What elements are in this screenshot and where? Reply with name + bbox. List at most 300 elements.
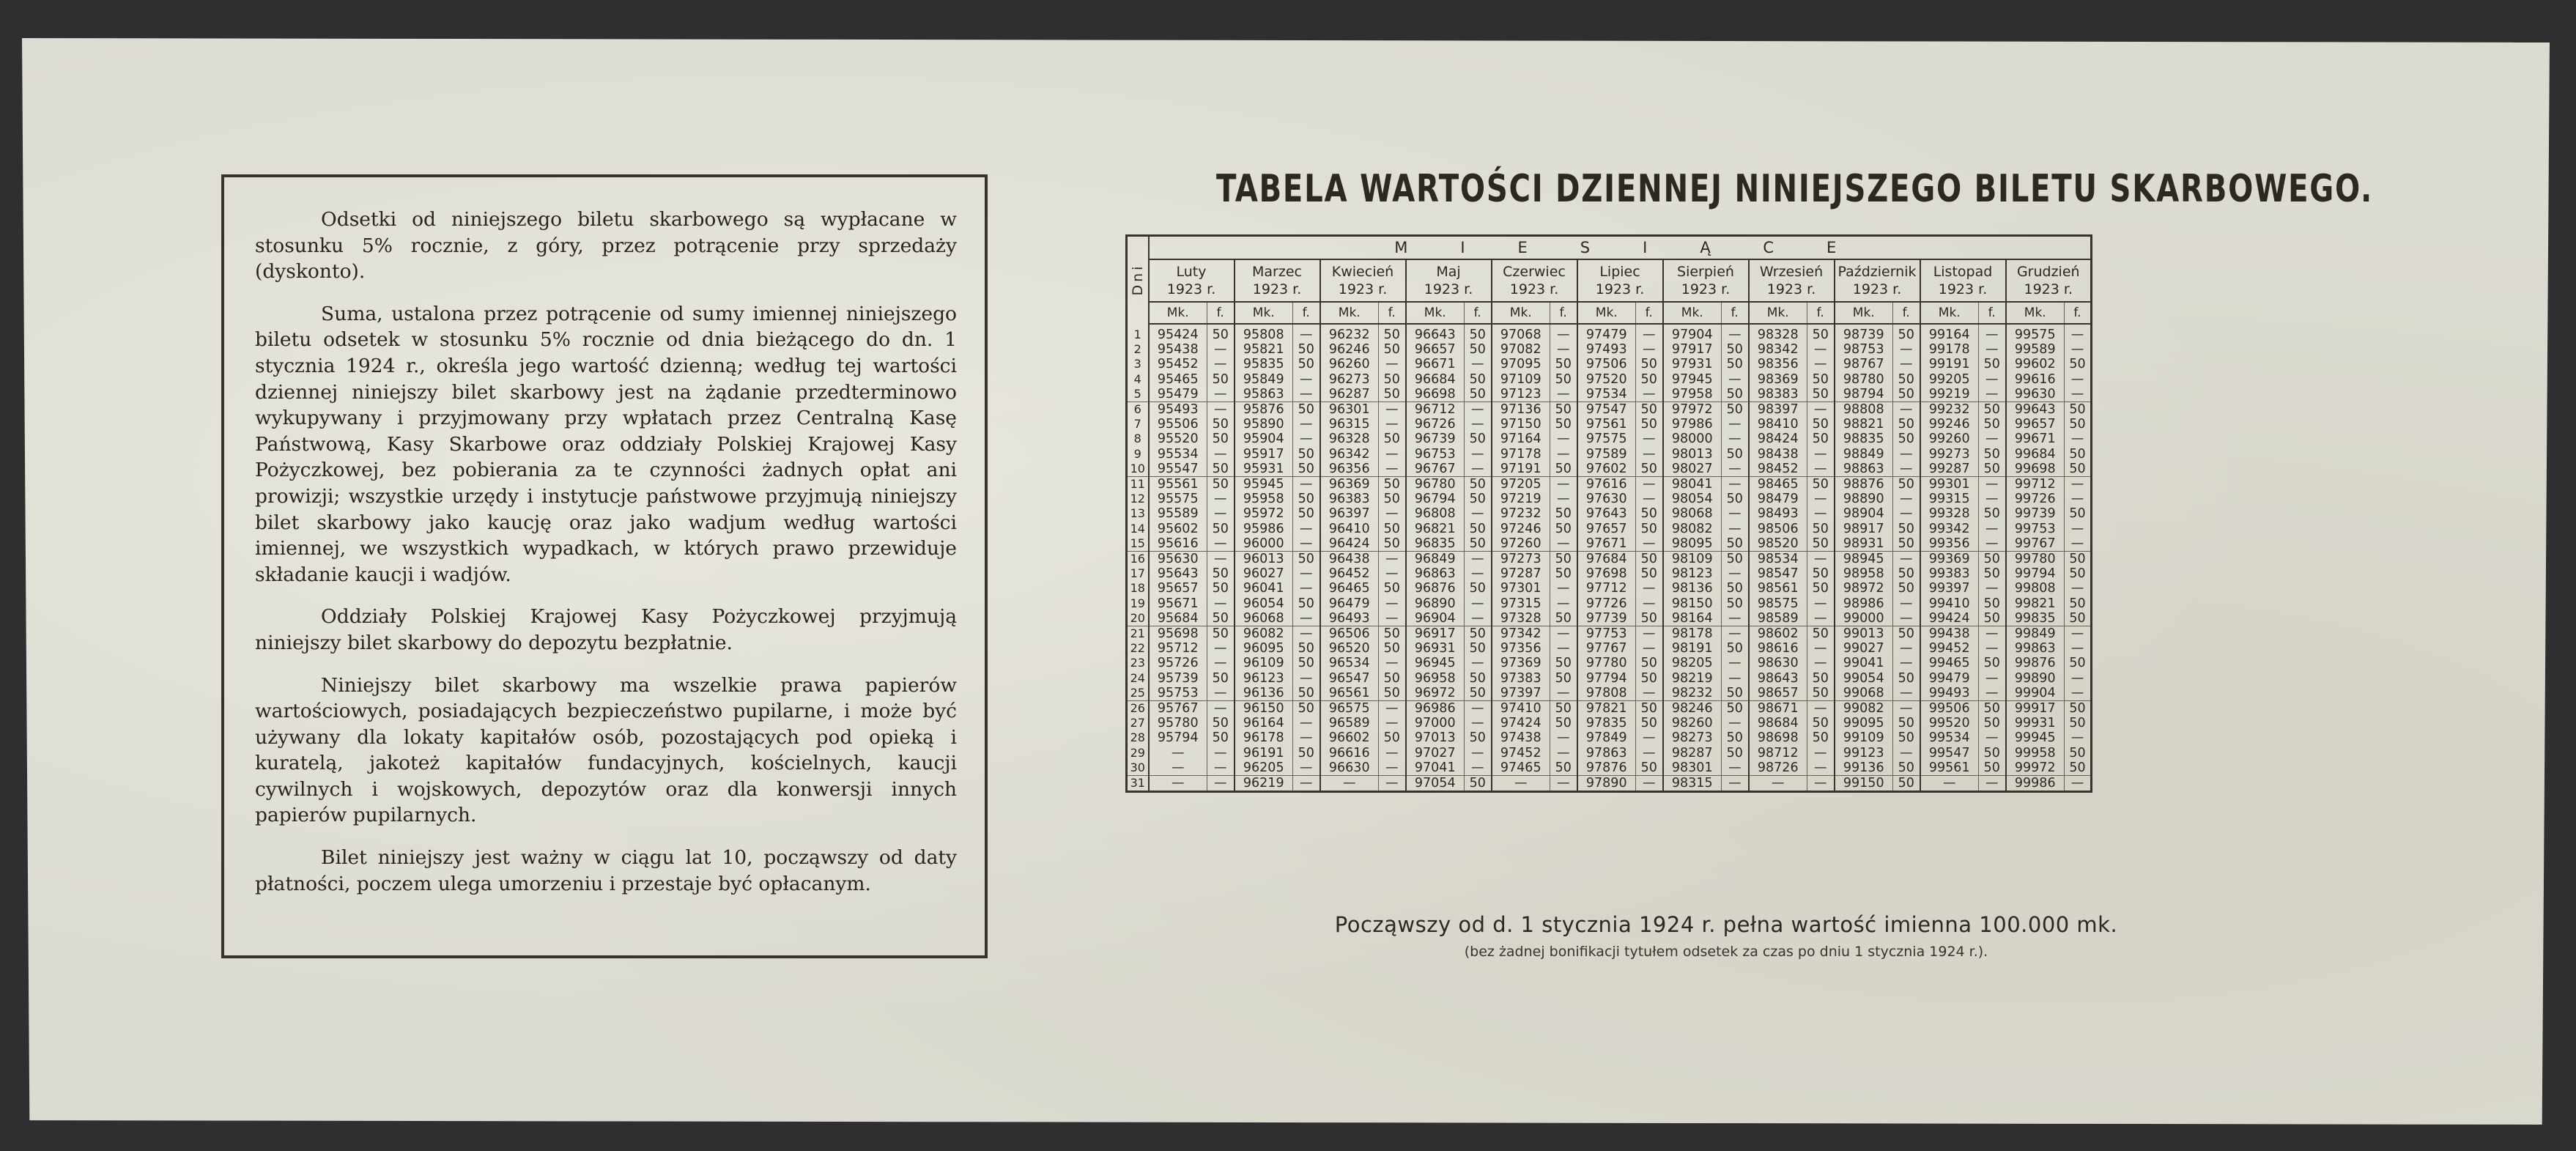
value-marks: 99835 xyxy=(2006,611,2065,626)
value-marks: 95575 xyxy=(1149,492,1207,506)
value-fenigs: — xyxy=(2065,776,2092,792)
day-number: 6 xyxy=(1127,402,1149,418)
table-row xyxy=(1127,402,2092,418)
value-marks: 99356 xyxy=(1920,536,1979,552)
value-fenigs: — xyxy=(1979,671,2006,686)
value-fenigs: — xyxy=(1293,671,1320,686)
table-row xyxy=(1127,656,2092,670)
value-marks: 97890 xyxy=(1577,776,1636,792)
value-marks: 97164 xyxy=(1492,432,1550,446)
value-fenigs: 50 xyxy=(1807,522,1835,536)
value-fenigs: 50 xyxy=(1379,324,1406,342)
value-fenigs: — xyxy=(1807,402,1835,418)
table-title: TABELA WARTOŚCI DZIENNEJ NINIEJSZEGO BILETU SKARBOWEGO. xyxy=(1216,167,2373,211)
full-value-note: Począwszy od d. 1 stycznia 1924 r. pełna wartość imienna 100.000 mk. xyxy=(1334,912,2118,937)
value-fenigs: — xyxy=(1379,462,1406,477)
value-marks: 96972 xyxy=(1406,686,1465,701)
value-marks: 99438 xyxy=(1920,626,1979,642)
terms-box xyxy=(221,174,988,958)
value-marks: 98534 xyxy=(1749,552,1807,567)
value-marks: 95506 xyxy=(1149,417,1207,432)
value-marks: 99904 xyxy=(2006,686,2065,701)
value-fenigs: — xyxy=(1465,716,1492,730)
value-fenigs: — xyxy=(1636,581,1663,596)
value-fenigs: — xyxy=(1465,402,1492,418)
months-header: MIESIĄCE xyxy=(1149,236,2092,260)
value-marks: 99479 xyxy=(1920,671,1979,686)
table-row xyxy=(1127,776,2092,792)
value-fenigs: 50 xyxy=(1293,552,1320,567)
value-fenigs: 50 xyxy=(1207,432,1235,446)
value-marks: 97328 xyxy=(1492,611,1550,626)
value-marks: 95493 xyxy=(1149,402,1207,418)
value-fenigs: — xyxy=(1893,462,1920,477)
value-fenigs: — xyxy=(1293,581,1320,596)
value-fenigs: — xyxy=(1893,746,1920,760)
value-marks: 97671 xyxy=(1577,536,1636,552)
value-marks: 95643 xyxy=(1149,566,1207,581)
value-fenigs: 50 xyxy=(1807,686,1835,701)
value-marks: 98342 xyxy=(1749,342,1807,357)
value-marks: 96082 xyxy=(1235,626,1293,642)
f-subheader: f. xyxy=(1550,302,1577,324)
value-marks: 96986 xyxy=(1406,701,1465,717)
value-fenigs: 50 xyxy=(1550,372,1577,387)
value-fenigs: 50 xyxy=(1807,417,1835,432)
value-fenigs: 50 xyxy=(1550,462,1577,477)
value-fenigs: — xyxy=(1636,641,1663,656)
value-fenigs: 50 xyxy=(1293,596,1320,611)
value-fenigs: — xyxy=(1207,701,1235,717)
month-name: Lipiec xyxy=(1599,264,1640,280)
value-marks: 99369 xyxy=(1920,552,1979,567)
value-marks: 97410 xyxy=(1492,701,1550,717)
month-year: 1923 r. xyxy=(2024,281,2073,297)
day-number: 15 xyxy=(1127,536,1149,552)
value-marks: 97821 xyxy=(1577,701,1636,717)
terms-paragraph: Suma, ustalona przez potrącenie od sumy imiennej niniejszego biletu odsetek w stosunku 5% rocznie od dnia bieżącego do dn. 1 stycznia 1924 r., określa jego wartość dzienną; według tej wartości dziennej niniejszy bilet skarbowy jest na żądanie przedterminowo wykupywany i przyjmowany przy wpłatach przez Centralną Kasę Państwową, Kasy Skarbowe oraz oddziały Polskiej Krajowej Kasy Pożyczkowej, bez pobierania za te czynności żadnych opłat ani prowizji; wszystkie urzędy i instytucje państwowe przyjmują niniejszy bilet skarbowy jako kaucję oraz jako wadjum według wartości imiennej, we wszystkich wypadkach, w których prawo przewiduje składanie kaucji i wadjów. xyxy=(255,302,957,586)
value-marks: 98232 xyxy=(1663,686,1722,701)
value-fenigs: 50 xyxy=(1722,730,1749,745)
value-marks: 98164 xyxy=(1663,611,1722,626)
value-fenigs: — xyxy=(1550,581,1577,596)
value-fenigs: 50 xyxy=(1379,626,1406,642)
value-marks: 96178 xyxy=(1235,730,1293,745)
value-marks: 96369 xyxy=(1320,477,1379,492)
value-marks: 99890 xyxy=(2006,671,2065,686)
value-fenigs: 50 xyxy=(1807,566,1835,581)
value-marks: 98506 xyxy=(1749,522,1807,536)
value-marks: 97917 xyxy=(1663,342,1722,357)
value-marks: — xyxy=(1492,776,1550,792)
value-marks: 96849 xyxy=(1406,552,1465,567)
value-marks: 98383 xyxy=(1749,387,1807,402)
value-marks: 95698 xyxy=(1149,626,1207,642)
value-fenigs: — xyxy=(1807,462,1835,477)
value-fenigs: 50 xyxy=(1893,432,1920,446)
value-marks: 99136 xyxy=(1835,760,1893,776)
value-fenigs: — xyxy=(1979,730,2006,745)
value-fenigs: 50 xyxy=(1722,581,1749,596)
value-fenigs: 50 xyxy=(1636,760,1663,776)
value-fenigs: — xyxy=(2065,477,2092,492)
day-number: 26 xyxy=(1127,701,1149,717)
table-row xyxy=(1127,552,2092,567)
mk-subheader: Mk. xyxy=(1149,302,1207,324)
value-fenigs: 50 xyxy=(2065,462,2092,477)
value-fenigs: — xyxy=(1807,506,1835,521)
value-fenigs: 50 xyxy=(1807,730,1835,745)
table-row xyxy=(1127,596,2092,611)
value-fenigs: 50 xyxy=(1379,477,1406,492)
month-header xyxy=(1663,259,1749,302)
value-marks: 98698 xyxy=(1749,730,1807,745)
value-marks: 96260 xyxy=(1320,357,1379,371)
unit-subheader-row xyxy=(1127,302,2092,324)
value-fenigs: 50 xyxy=(2065,417,2092,432)
day-number: 29 xyxy=(1127,746,1149,760)
value-marks: 98219 xyxy=(1663,671,1722,686)
value-marks: 97136 xyxy=(1492,402,1550,418)
value-marks: 99219 xyxy=(1920,387,1979,402)
value-fenigs: — xyxy=(2065,342,2092,357)
value-marks: 95958 xyxy=(1235,492,1293,506)
value-fenigs: — xyxy=(2065,686,2092,701)
value-marks: 96643 xyxy=(1406,324,1465,342)
value-fenigs: — xyxy=(2065,581,2092,596)
value-marks: 98068 xyxy=(1663,506,1722,521)
value-fenigs: 50 xyxy=(1207,581,1235,596)
value-fenigs: — xyxy=(1293,566,1320,581)
value-marks: 99041 xyxy=(1835,656,1893,670)
value-marks: 98643 xyxy=(1749,671,1807,686)
value-marks: 99849 xyxy=(2006,626,2065,642)
value-fenigs: — xyxy=(1293,626,1320,642)
value-fenigs: — xyxy=(1379,357,1406,371)
value-fenigs: 50 xyxy=(1465,492,1492,506)
value-marks: 99027 xyxy=(1835,641,1893,656)
value-fenigs: 50 xyxy=(1636,417,1663,432)
value-marks: 99712 xyxy=(2006,477,2065,492)
value-fenigs: — xyxy=(1722,462,1749,477)
value-fenigs: — xyxy=(1807,701,1835,717)
value-fenigs: — xyxy=(1722,522,1749,536)
value-marks: 97698 xyxy=(1577,566,1636,581)
day-number: 22 xyxy=(1127,641,1149,656)
value-marks: 98315 xyxy=(1663,776,1722,792)
value-fenigs: 50 xyxy=(1465,641,1492,656)
value-marks: 99273 xyxy=(1920,447,1979,462)
value-fenigs: 50 xyxy=(2065,611,2092,626)
value-marks: 97356 xyxy=(1492,641,1550,656)
table-row xyxy=(1127,581,2092,596)
value-fenigs: — xyxy=(1207,656,1235,670)
value-fenigs: 50 xyxy=(1979,462,2006,477)
value-fenigs: — xyxy=(1293,324,1320,342)
value-marks: 95424 xyxy=(1149,324,1207,342)
mk-subheader: Mk. xyxy=(1235,302,1293,324)
value-fenigs: — xyxy=(1293,417,1320,432)
value-marks: 98712 xyxy=(1749,746,1807,760)
value-marks: 96219 xyxy=(1235,776,1293,792)
value-marks: 98739 xyxy=(1835,324,1893,342)
value-marks: 96479 xyxy=(1320,596,1379,611)
value-fenigs: — xyxy=(1550,492,1577,506)
value-fenigs: — xyxy=(1465,357,1492,371)
value-fenigs: 50 xyxy=(1807,324,1835,342)
month-header xyxy=(1577,259,1663,302)
value-marks: 99945 xyxy=(2006,730,2065,745)
value-marks: 98945 xyxy=(1835,552,1893,567)
table-row xyxy=(1127,492,2092,506)
value-marks: 95602 xyxy=(1149,522,1207,536)
value-fenigs: — xyxy=(1807,492,1835,506)
value-marks: 99178 xyxy=(1920,342,1979,357)
value-marks: 99917 xyxy=(2006,701,2065,717)
value-fenigs: 50 xyxy=(1207,417,1235,432)
month-name: Wrzesień xyxy=(1759,264,1824,280)
value-fenigs: — xyxy=(1636,342,1663,357)
value-fenigs: — xyxy=(1379,656,1406,670)
day-number: 17 xyxy=(1127,566,1149,581)
value-marks: 97849 xyxy=(1577,730,1636,745)
value-marks: 96397 xyxy=(1320,506,1379,521)
value-marks: 98876 xyxy=(1835,477,1893,492)
value-fenigs: 50 xyxy=(1550,522,1577,536)
value-marks: 96452 xyxy=(1320,566,1379,581)
value-fenigs: 50 xyxy=(1207,716,1235,730)
value-marks: 97424 xyxy=(1492,716,1550,730)
value-marks: 96000 xyxy=(1235,536,1293,552)
value-fenigs: 50 xyxy=(1979,746,2006,760)
value-fenigs: — xyxy=(1722,372,1749,387)
value-fenigs: — xyxy=(1207,760,1235,776)
value-marks: 99150 xyxy=(1835,776,1893,792)
value-fenigs: 50 xyxy=(1465,686,1492,701)
value-fenigs: 50 xyxy=(1465,324,1492,342)
value-fenigs: 50 xyxy=(1893,522,1920,536)
value-fenigs: — xyxy=(1722,417,1749,432)
value-marks: 96630 xyxy=(1320,760,1379,776)
value-marks: 95438 xyxy=(1149,342,1207,357)
value-fenigs: 50 xyxy=(1807,671,1835,686)
value-marks: 96041 xyxy=(1235,581,1293,596)
value-marks: 96698 xyxy=(1406,387,1465,402)
value-marks: 99561 xyxy=(1920,760,1979,776)
value-marks: 99232 xyxy=(1920,402,1979,418)
value-fenigs: 50 xyxy=(1722,447,1749,462)
value-marks: 97684 xyxy=(1577,552,1636,567)
value-fenigs: 50 xyxy=(1979,447,2006,462)
value-marks: 99986 xyxy=(2006,776,2065,792)
value-fenigs: — xyxy=(1722,566,1749,581)
value-marks: 95630 xyxy=(1149,552,1207,567)
value-marks: 99452 xyxy=(1920,641,1979,656)
value-fenigs: 50 xyxy=(1636,506,1663,521)
day-number: 8 xyxy=(1127,432,1149,446)
value-fenigs: 50 xyxy=(2065,506,2092,521)
value-marks: 98917 xyxy=(1835,522,1893,536)
value-fenigs: — xyxy=(1379,402,1406,418)
value-fenigs: — xyxy=(1722,324,1749,342)
value-marks: — xyxy=(1749,776,1807,792)
value-fenigs: — xyxy=(1550,387,1577,402)
value-marks: 99958 xyxy=(2006,746,2065,760)
value-marks: 96246 xyxy=(1320,342,1379,357)
value-fenigs: — xyxy=(1807,357,1835,371)
f-subheader: f. xyxy=(1979,302,2006,324)
value-fenigs: 50 xyxy=(1979,716,2006,730)
value-fenigs: 50 xyxy=(1379,671,1406,686)
value-marks: 97041 xyxy=(1406,760,1465,776)
value-marks: 96013 xyxy=(1235,552,1293,567)
value-marks: 96547 xyxy=(1320,671,1379,686)
f-subheader: f. xyxy=(1465,302,1492,324)
value-marks: 99246 xyxy=(1920,417,1979,432)
value-fenigs: — xyxy=(1207,357,1235,371)
value-fenigs: — xyxy=(1379,417,1406,432)
value-marks: 97835 xyxy=(1577,716,1636,730)
value-marks: 97520 xyxy=(1577,372,1636,387)
month-name: Kwiecień xyxy=(1331,264,1394,280)
value-marks: 97082 xyxy=(1492,342,1550,357)
value-marks: 99000 xyxy=(1835,611,1893,626)
value-marks: 95479 xyxy=(1149,387,1207,402)
value-fenigs: — xyxy=(1465,746,1492,760)
value-marks: 95835 xyxy=(1235,357,1293,371)
day-number: 10 xyxy=(1127,462,1149,477)
value-fenigs: 50 xyxy=(1807,387,1835,402)
value-fenigs: 50 xyxy=(1722,342,1749,357)
value-marks: 98520 xyxy=(1749,536,1807,552)
value-marks: 99095 xyxy=(1835,716,1893,730)
value-fenigs: — xyxy=(1293,522,1320,536)
value-fenigs: — xyxy=(2065,324,2092,342)
value-marks: 97958 xyxy=(1663,387,1722,402)
value-marks: 98726 xyxy=(1749,760,1807,776)
value-fenigs: 50 xyxy=(1465,626,1492,642)
value-fenigs: 50 xyxy=(1893,387,1920,402)
value-marks: 95904 xyxy=(1235,432,1293,446)
day-number: 2 xyxy=(1127,342,1149,357)
value-marks: 98821 xyxy=(1835,417,1893,432)
month-header xyxy=(1749,259,1835,302)
value-marks: 96095 xyxy=(1235,641,1293,656)
table-row xyxy=(1127,387,2092,402)
value-marks: 99753 xyxy=(2006,522,2065,536)
value-fenigs: — xyxy=(1293,477,1320,492)
value-fenigs: 50 xyxy=(1379,581,1406,596)
value-marks: 97123 xyxy=(1492,387,1550,402)
value-fenigs: 50 xyxy=(1807,716,1835,730)
value-marks: 98369 xyxy=(1749,372,1807,387)
value-marks: 98356 xyxy=(1749,357,1807,371)
value-fenigs: — xyxy=(1207,641,1235,656)
value-fenigs: — xyxy=(1636,536,1663,552)
value-marks: 99520 xyxy=(1920,716,1979,730)
value-marks: 98178 xyxy=(1663,626,1722,642)
value-fenigs: — xyxy=(1550,686,1577,701)
value-fenigs: — xyxy=(1893,342,1920,357)
value-marks: 95561 xyxy=(1149,477,1207,492)
value-marks: 95794 xyxy=(1149,730,1207,745)
value-marks: 96438 xyxy=(1320,552,1379,567)
value-fenigs: — xyxy=(1550,536,1577,552)
value-marks: 95931 xyxy=(1235,462,1293,477)
value-fenigs: 50 xyxy=(1979,417,2006,432)
value-fenigs: — xyxy=(1207,552,1235,567)
value-marks: 99260 xyxy=(1920,432,1979,446)
value-fenigs: — xyxy=(1550,447,1577,462)
value-marks: 97767 xyxy=(1577,641,1636,656)
month-header xyxy=(1235,259,1320,302)
value-marks: 95589 xyxy=(1149,506,1207,521)
value-marks: 97479 xyxy=(1577,324,1636,342)
value-marks: 95684 xyxy=(1149,611,1207,626)
value-fenigs: — xyxy=(2065,432,2092,446)
value-marks: 98424 xyxy=(1749,432,1807,446)
value-marks: 97027 xyxy=(1406,746,1465,760)
value-fenigs: — xyxy=(1636,324,1663,342)
value-fenigs: 50 xyxy=(1293,746,1320,760)
value-fenigs: — xyxy=(1379,552,1406,567)
day-number: 16 xyxy=(1127,552,1149,567)
month-header xyxy=(1492,259,1577,302)
value-fenigs: — xyxy=(1636,626,1663,642)
value-marks: 98260 xyxy=(1663,716,1722,730)
value-marks: 96835 xyxy=(1406,536,1465,552)
value-marks: 97794 xyxy=(1577,671,1636,686)
value-fenigs: — xyxy=(1293,730,1320,745)
terms-paragraph: Bilet niniejszy jest ważny w ciągu lat 10, począwszy od daty płatności, poczem ulega umorzeniu i przestaje być opłacanym. xyxy=(255,846,957,895)
value-fenigs: — xyxy=(1465,611,1492,626)
value-fenigs: — xyxy=(1979,477,2006,492)
value-marks: 98794 xyxy=(1835,387,1893,402)
month-header xyxy=(1149,259,1235,302)
value-fenigs: — xyxy=(1807,656,1835,670)
value-marks: 98452 xyxy=(1749,462,1807,477)
value-fenigs: 50 xyxy=(1293,492,1320,506)
value-fenigs: 50 xyxy=(1893,776,1920,792)
table-row xyxy=(1127,506,2092,521)
value-fenigs: 50 xyxy=(2065,701,2092,717)
value-fenigs: — xyxy=(1207,492,1235,506)
value-marks: 96561 xyxy=(1320,686,1379,701)
value-marks: 99328 xyxy=(1920,506,1979,521)
value-marks: 98657 xyxy=(1749,686,1807,701)
value-marks: 98273 xyxy=(1663,730,1722,745)
value-fenigs: 50 xyxy=(1893,671,1920,686)
value-marks: 99068 xyxy=(1835,686,1893,701)
value-marks: 96945 xyxy=(1406,656,1465,670)
value-marks: 96684 xyxy=(1406,372,1465,387)
value-fenigs: — xyxy=(1379,701,1406,717)
value-marks: 95767 xyxy=(1149,701,1207,717)
day-number: 30 xyxy=(1127,760,1149,776)
value-fenigs: — xyxy=(1379,776,1406,792)
value-marks: 98931 xyxy=(1835,536,1893,552)
value-marks: 95780 xyxy=(1149,716,1207,730)
value-marks: 97904 xyxy=(1663,324,1722,342)
value-fenigs: 50 xyxy=(1293,656,1320,670)
value-marks: 99876 xyxy=(2006,656,2065,670)
value-fenigs: — xyxy=(1636,447,1663,462)
value-fenigs: 50 xyxy=(1293,641,1320,656)
value-fenigs: 50 xyxy=(1979,656,2006,670)
value-fenigs: 50 xyxy=(1636,716,1663,730)
table-row xyxy=(1127,536,2092,552)
value-marks: 97712 xyxy=(1577,581,1636,596)
